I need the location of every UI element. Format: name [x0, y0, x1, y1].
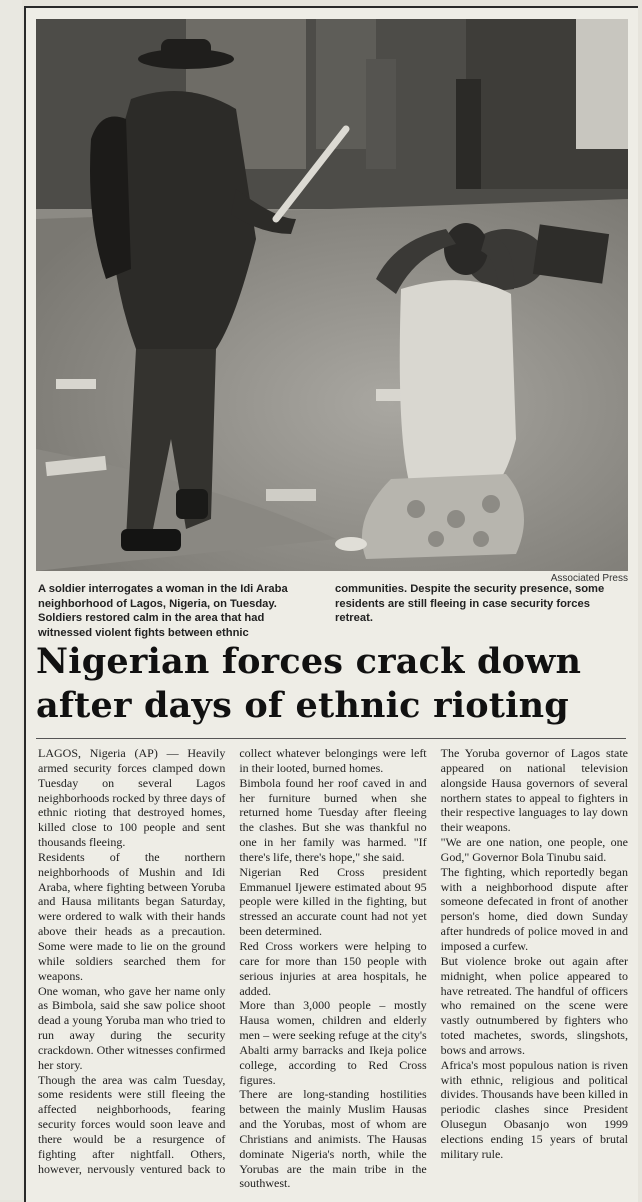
article-paragraph: Bimbola found her roof caved in and her furniture burned when she returned home Tuesday after fleeing the clashes. But she was thankful no one in her family was harmed. "If there's life, there's hope," she said. [239, 775, 427, 864]
headline-line-2: after days of ethnic rioting [36, 685, 569, 726]
article-paragraph: More than 3,000 people – mostly Hausa women, children and elderly men – were seeking refuge at the city's Abalti army barracks and Ikeja police college, according to Red Cross figures. [239, 998, 427, 1087]
article-paragraph: Nigerian Red Cross president Emmanuel Ijewere estimated about 95 people were killed in the fighting, but stressed an accurate count had not yet been determined. [239, 864, 427, 939]
headline-rule [36, 738, 626, 739]
adjacent-page-edge [0, 0, 22, 1200]
article-paragraph: Though the area was calm Tuesday, some residents were still fleeing the affected neighborhoods, fearing security forces would soon leave and there would be a resurgence of fighting after nightfall. Others, however, nervously ventured back to collect whatever belongings were left in their looted, burned homes. [38, 746, 427, 1176]
news-photo-illustration [36, 19, 628, 571]
article-paragraph: Red Cross workers were helping to care for more than 150 people with serious injuries at area hospitals, he added. [239, 938, 427, 998]
article-paragraph: Africa's most populous nation is riven with ethnic, religious and political divides. Thousands have been killed in periodic clashes since President Olusegun Obasanjo won 1999 elections ending 15 years of brutal military rule. [440, 1057, 628, 1161]
photo-caption: A soldier interrogates a woman in the Idi Araba neighborhood of Lagos, Nigeria, on Tuesday. Soldiers restored calm in the area that had witnessed violent fights between ethnic communities. Despite the security presence, some residents are still fleeing in case security forces retreat. [38, 583, 605, 639]
article-paragraph: One woman, who gave her name only as Bimbola, said she saw police shoot dead a young Yoruba man who tried to run away during the security crackdown. Other witnesses confirmed her story. [38, 983, 226, 1072]
article-paragraph: But violence broke out again after midnight, when police appeared to have retreated. The handful of officers who remained on the scene were vastly outnumbered by fighters who toted machetes, swords, slingshots, bows and arrows. [440, 953, 628, 1057]
photo-credit: Associated Press [550, 573, 628, 584]
headline-line-1: Nigerian forces crack down [36, 641, 582, 682]
headline [36, 640, 626, 728]
article-paragraph: LAGOS, Nigeria (AP) — Heavily armed security forces clamped down Tuesday on several Lagos neighborhoods rocked by three days of ethnic rioting that destroyed homes, killed close to 100 people and sent thousands fleeing. [38, 746, 226, 850]
news-photo [36, 19, 628, 571]
article-paragraph: The Yoruba governor of Lagos state appeared on national television alongside Hausa governors of several northern states to appeal to fighters in their respective languages to lay down their weapons. [440, 746, 628, 835]
article-body [38, 746, 628, 1198]
article-paragraph: "We are one nation, one people, one God," Governor Bola Tinubu said. [440, 835, 628, 864]
article-paragraph: There are long-standing hostilities between the mainly Muslim Hausas and the Yorubas, most of whom are Christians and animists. The Hausas dominate Nigeria's north, while the Yorubas are the main tribe in the southwest. [239, 1087, 427, 1191]
article-paragraph: Residents of the northern neighborhoods of Mushin and Idi Araba, where fighting between Yoruba and Hausa militants began Saturday, were ordered to walk with their hands above their heads as a precaution. Some were made to lie on the ground while soldiers searched them for weapons. [38, 849, 226, 983]
article-paragraph: The fighting, which reportedly began with a neighborhood dispute after someone defecated in front of another person's home, died down Sunday after hundreds of police moved in and imposed a curfew. [440, 864, 628, 953]
